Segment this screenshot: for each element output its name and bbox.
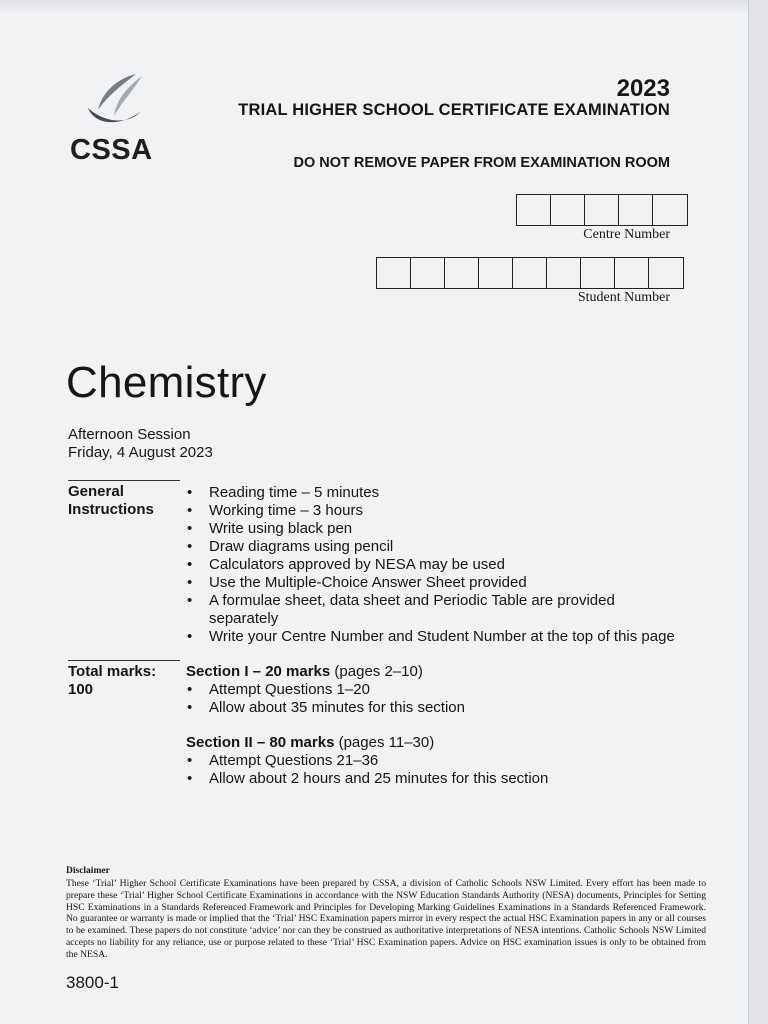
centre-number-digit[interactable] xyxy=(653,195,687,225)
session-info xyxy=(68,426,213,462)
total-label-line1: Total marks: xyxy=(68,663,157,680)
exam-title: TRIAL HIGHER SCHOOL CERTIFICATE EXAMINATION xyxy=(238,101,670,119)
section1-heading xyxy=(186,663,423,681)
student-number-boxes[interactable] xyxy=(376,257,684,289)
logo-text: CSSA xyxy=(70,134,153,166)
student-number-digit[interactable] xyxy=(445,258,479,288)
remove-warning: DO NOT REMOVE PAPER FROM EXAMINATION ROOM xyxy=(293,155,670,171)
paper-code: 3800-1 xyxy=(66,973,119,992)
section2-pages: (pages 11–30) xyxy=(338,734,435,751)
subject-title: Chemistry xyxy=(66,358,267,407)
section2-list xyxy=(186,752,548,788)
section2-item: • Attempt Questions 21–36 xyxy=(186,752,548,770)
section1-item: • Attempt Questions 1–20 xyxy=(186,681,465,699)
centre-number-boxes[interactable] xyxy=(516,194,688,226)
student-number-digit[interactable] xyxy=(513,258,547,288)
instruction-item: • Working time – 3 hours xyxy=(186,502,706,520)
instruction-item: • Write using black pen xyxy=(186,520,706,538)
student-number-label: Student Number xyxy=(577,290,670,305)
session-time: Afternoon Session xyxy=(68,426,191,443)
section1-list xyxy=(186,681,465,717)
disclaimer-title: Disclaimer xyxy=(66,866,110,876)
divider-total xyxy=(68,660,180,661)
cssa-logo xyxy=(66,72,166,164)
general-instructions-label xyxy=(68,483,154,519)
section1-item: • Allow about 35 minutes for this section xyxy=(186,699,465,717)
instruction-item: • Use the Multiple-Choice Answer Sheet provided xyxy=(186,574,706,592)
total-marks-label xyxy=(68,663,156,699)
centre-number-digit[interactable] xyxy=(585,195,619,225)
divider-general xyxy=(68,480,180,481)
exam-year: 2023 xyxy=(616,75,670,102)
centre-number-digit[interactable] xyxy=(619,195,653,225)
page-edge xyxy=(748,0,768,1024)
session-date: Friday, 4 August 2023 xyxy=(68,444,213,461)
section2-title: Section II – 80 marks xyxy=(186,734,335,751)
section1-title: Section I – 20 marks xyxy=(186,663,331,680)
student-number-digit[interactable] xyxy=(411,258,445,288)
centre-number-label: Centre Number xyxy=(583,227,670,242)
student-number-digit[interactable] xyxy=(377,258,411,288)
student-number-digit[interactable] xyxy=(649,258,683,288)
instruction-item: • Calculators approved by NESA may be used xyxy=(186,556,706,574)
instruction-item: • Write your Centre Number and Student Number at the top of this page xyxy=(186,628,706,646)
general-label-line1: General xyxy=(68,483,124,500)
instruction-item: • Reading time – 5 minutes xyxy=(186,484,706,502)
student-number-digit[interactable] xyxy=(615,258,649,288)
total-marks-value: 100 xyxy=(68,681,94,698)
centre-number-digit[interactable] xyxy=(517,195,551,225)
section1-pages: (pages 2–10) xyxy=(334,663,423,680)
leaf-swoosh-icon xyxy=(84,72,154,132)
student-number-digit[interactable] xyxy=(479,258,513,288)
centre-number-digit[interactable] xyxy=(551,195,585,225)
student-number-digit[interactable] xyxy=(581,258,615,288)
section2-item: • Allow about 2 hours and 25 minutes for this section xyxy=(186,770,548,788)
instruction-item: • A formulae sheet, data sheet and Periodic Table are provided separately xyxy=(186,592,649,628)
scan-shadow xyxy=(0,0,748,14)
instruction-item: • Draw diagrams using pencil xyxy=(186,538,706,556)
general-label-line2: Instructions xyxy=(68,501,154,518)
student-number-digit[interactable] xyxy=(547,258,581,288)
section2-heading xyxy=(186,734,434,752)
general-instructions-list xyxy=(186,484,706,646)
disclaimer-text: These ‘Trial’ Higher School Certificate Examinations have been prepared by CSSA, a division of Catholic Schools NSW Limited. Every effort has been made to prepare these ‘Trial’ Higher School Certificate Examinations in accordance with the NSW Education Standards Authority (NESA) documents, Principles for Setting HSC Examinations in a Standards Referenced Framework and Principles for Developing Marking Guidelines Examinations in a Standards Referenced Framework. No guarantee or warranty is made or implied that the ‘Trial’ HSC Examination papers mirror in every respect the actual HSC Examination papers in any or all courses to be examined. These papers do not constitute ‘advice’ nor can they be construed as authoritative interpretations of NESA intentions. Catholic Schools NSW Limited accepts no liability for any reliance, use or purpose related to these ‘Trial’ HSC Examination papers. Advice on HSC examination issues is only to be obtained from the NESA. xyxy=(66,878,706,960)
